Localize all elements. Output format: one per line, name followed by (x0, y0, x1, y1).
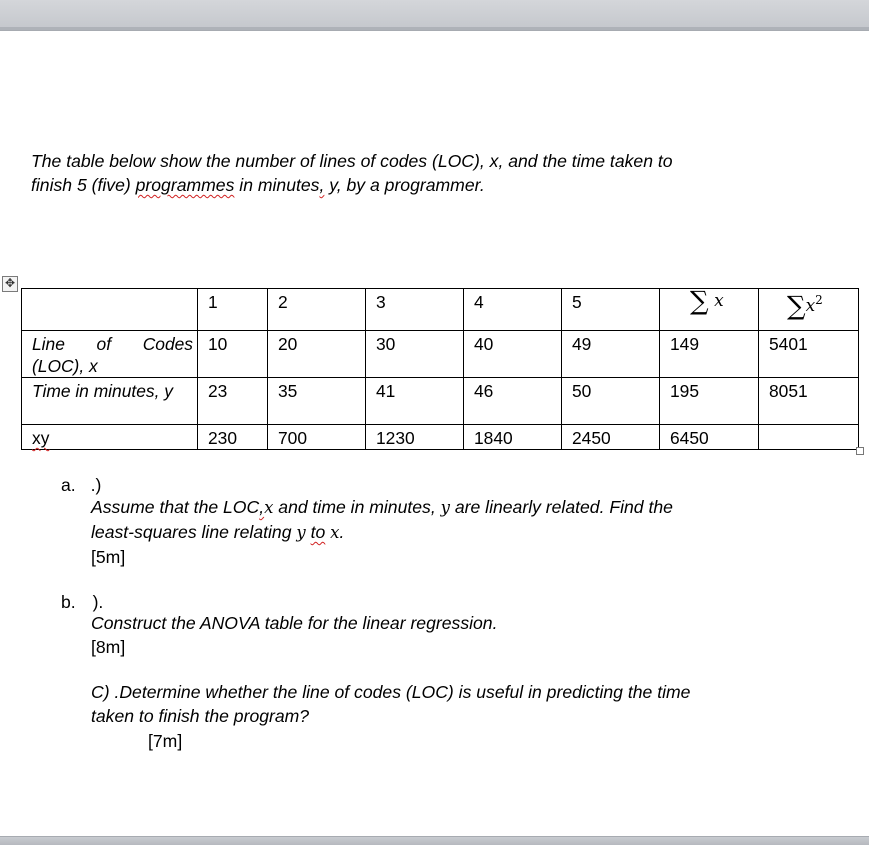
spellcheck-word: programmes (135, 175, 235, 195)
sum-x-header (660, 286, 759, 331)
intro-text: finish 5 (five) (31, 175, 136, 195)
table-row-xy (22, 425, 859, 450)
question-a-text (91, 495, 811, 569)
intro-line-2 (31, 173, 811, 197)
table-cell-empty (22, 289, 198, 331)
table-header-row (22, 289, 859, 331)
table-cell-sum-sq: 8051 (759, 378, 859, 425)
variable-y: y (296, 523, 306, 542)
question-a-paren: .) (90, 475, 102, 495)
sum-x2-exponent: 2 (815, 293, 823, 307)
text-run: are linearly related. Find the (449, 497, 673, 517)
intro-line-1: The table below show the number of lines of codes (LOC), x, and the time taken to (31, 151, 673, 171)
row-label: Time in minutes, y (22, 378, 198, 425)
table-cell-sum: 149 (660, 331, 759, 378)
intro-paragraph (31, 149, 811, 197)
table-header-cell: 5 (562, 289, 660, 331)
list-marker: b. (61, 592, 76, 612)
row-label-text: xy (32, 428, 50, 448)
question-c-line-2: taken to finish the program? (91, 706, 310, 726)
table-cell: 230 (198, 425, 268, 450)
spellcheck-comma: , (319, 175, 325, 195)
table-cell: 35 (268, 378, 366, 425)
sigma-icon: ∑ (787, 291, 806, 322)
table-cell: 2450 (562, 425, 660, 450)
text-run: Assume that the LOC (91, 497, 260, 517)
row-label: Line of Codes (LOC), x (22, 331, 198, 378)
text-run: least-squares line relating (91, 522, 297, 542)
table-resize-handle[interactable] (856, 447, 864, 455)
table-cell: 49 (562, 331, 660, 378)
question-c-marks: [7m] (148, 731, 183, 751)
question-b-marks: [8m] (91, 637, 126, 657)
table-cell: 41 (366, 378, 464, 425)
table-header-cell: 1 (198, 289, 268, 331)
sum-x-variable: x (714, 291, 724, 311)
sigma-icon: ∑ (690, 286, 709, 317)
sum-x2-variable: x (805, 295, 816, 316)
question-a-marker (61, 473, 101, 497)
table-cell: 46 (464, 378, 562, 425)
question-c-text (91, 680, 831, 728)
question-a-line-1 (91, 495, 811, 520)
top-ruler (0, 0, 869, 31)
table-header-cell: 2 (268, 289, 366, 331)
question-b-line: Construct the ANOVA table for the linear regression. (91, 613, 498, 633)
table-cell-sum-sq (759, 425, 859, 450)
table-cell: 1230 (366, 425, 464, 450)
row-label (22, 425, 198, 450)
table-cell-sum: 195 (660, 378, 759, 425)
text-run: . (339, 522, 345, 542)
table-cell: 30 (366, 331, 464, 378)
list-marker: a. (61, 475, 76, 495)
question-a-marks: [5m] (91, 547, 126, 567)
table-cell: 50 (562, 378, 660, 425)
table-move-handle-icon[interactable]: ✥ (2, 276, 18, 292)
table-row-loc (22, 331, 859, 378)
table-cell: 40 (464, 331, 562, 378)
question-b-paren: ). (92, 592, 104, 612)
sum-x2-header (759, 289, 859, 331)
variable-x: x (264, 498, 274, 517)
table-header-cell: 4 (464, 289, 562, 331)
table-header-cell: 3 (366, 289, 464, 331)
variable-x: x (330, 523, 340, 542)
table-cell-sum-sq: 5401 (759, 331, 859, 378)
table-row-time (22, 378, 859, 425)
table-cell: 1840 (464, 425, 562, 450)
spellcheck-word: to (310, 522, 326, 542)
text-run: and time in minutes, (273, 497, 441, 517)
intro-text: in minutes (234, 175, 320, 195)
data-table (21, 288, 859, 450)
question-b-text (91, 611, 811, 659)
table-cell: 700 (268, 425, 366, 450)
question-c-line-1: C) .Determine whether the line of codes (LOC) is useful in predicting the time (91, 682, 691, 702)
table-cell-sum: 6450 (660, 425, 759, 450)
spellcheck-comma: , (259, 497, 265, 517)
intro-text: y, by a programmer. (324, 175, 485, 195)
question-a-line-2 (91, 520, 811, 545)
table-cell: 23 (198, 378, 268, 425)
table-cell: 20 (268, 331, 366, 378)
table-cell: 10 (198, 331, 268, 378)
variable-y: y (440, 498, 450, 517)
